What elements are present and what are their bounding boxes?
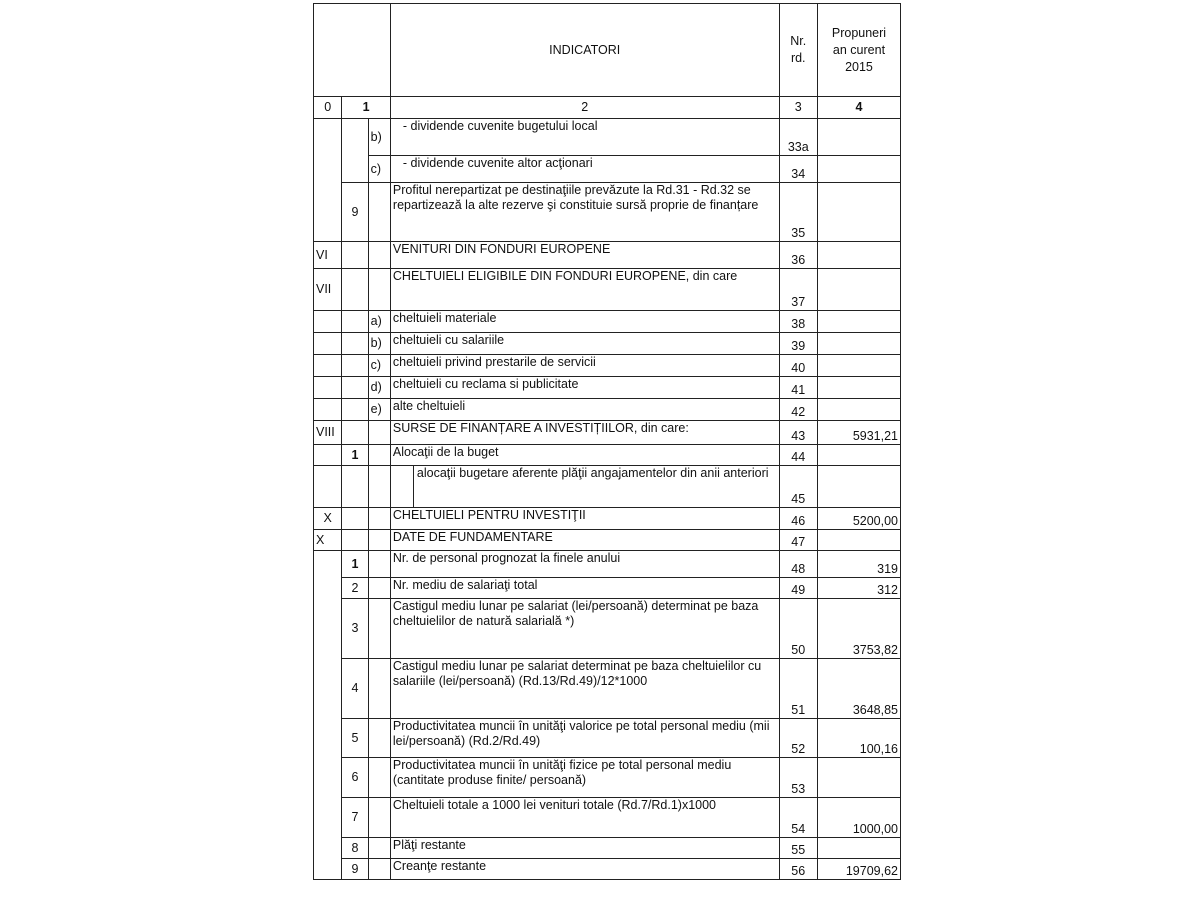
indicator-text: Cheltuieli totale a 1000 lei venituri totale (Rd.7/Rd.1)x1000 bbox=[390, 798, 779, 838]
row-value bbox=[817, 355, 900, 377]
header-indicatori: INDICATORI bbox=[390, 4, 779, 97]
letter-cell: a) bbox=[368, 311, 390, 333]
row-value bbox=[817, 311, 900, 333]
letter-cell bbox=[368, 530, 390, 551]
roman-cell: VI bbox=[314, 242, 342, 269]
row-number: 47 bbox=[779, 530, 817, 551]
row-number: 40 bbox=[779, 355, 817, 377]
num-cell bbox=[342, 119, 368, 183]
row-value bbox=[817, 445, 900, 466]
table-row bbox=[314, 183, 901, 242]
letter-cell bbox=[368, 578, 390, 599]
row-value: 3753,82 bbox=[817, 599, 900, 659]
num-cell bbox=[342, 421, 368, 445]
table-row bbox=[314, 242, 901, 269]
roman-cell: VII bbox=[314, 269, 342, 311]
row-value bbox=[817, 269, 900, 311]
row-number: 37 bbox=[779, 269, 817, 311]
indicator-text: Castigul mediu lunar pe salariat determinat pe baza cheltuielilor cu salariile (lei/persoană) (Rd.13/Rd.49)/12*1000 bbox=[390, 659, 779, 719]
row-number: 42 bbox=[779, 399, 817, 421]
table-row bbox=[314, 758, 901, 798]
indicator-text: Plăţi restante bbox=[390, 838, 779, 859]
table-row bbox=[314, 659, 901, 719]
indicator-text: Creanţe restante bbox=[390, 859, 779, 880]
num-cell bbox=[342, 333, 368, 355]
row-number: 54 bbox=[779, 798, 817, 838]
row-value bbox=[817, 758, 900, 798]
row-number: 45 bbox=[779, 466, 817, 508]
index-row bbox=[314, 97, 901, 119]
letter-cell bbox=[368, 758, 390, 798]
row-number: 55 bbox=[779, 838, 817, 859]
letter-cell bbox=[368, 599, 390, 659]
row-number: 35 bbox=[779, 183, 817, 242]
table-row bbox=[314, 399, 901, 421]
table-row bbox=[314, 551, 901, 578]
index-cell: 1 bbox=[342, 97, 391, 119]
indicator-text: Castigul mediu lunar pe salariat (lei/persoană) determinat pe baza cheltuielilor de natură salarială *) bbox=[390, 599, 779, 659]
indicator-text: - dividende cuvenite bugetului local bbox=[390, 119, 779, 156]
indent-box bbox=[391, 466, 779, 507]
roman-cell bbox=[314, 466, 342, 508]
letter-cell bbox=[368, 242, 390, 269]
letter-cell: b) bbox=[368, 119, 390, 156]
header-row bbox=[314, 4, 901, 97]
row-value bbox=[817, 333, 900, 355]
letter-cell bbox=[368, 269, 390, 311]
indicator-text: Nr. mediu de salariaţi total bbox=[390, 578, 779, 599]
row-number: 50 bbox=[779, 599, 817, 659]
num-cell bbox=[342, 355, 368, 377]
table-row bbox=[314, 445, 901, 466]
table-row bbox=[314, 421, 901, 445]
indicator-text: DATE DE FUNDAMENTARE bbox=[390, 530, 779, 551]
row-value: 5200,00 bbox=[817, 508, 900, 530]
header-blank-cell bbox=[314, 4, 391, 97]
num-cell: 2 bbox=[342, 578, 368, 599]
row-number: 39 bbox=[779, 333, 817, 355]
table-row bbox=[314, 311, 901, 333]
letter-cell bbox=[368, 859, 390, 880]
row-value bbox=[817, 156, 900, 183]
index-cell: 2 bbox=[390, 97, 779, 119]
header-propuneri: Propuneri an curent 2015 bbox=[817, 4, 900, 97]
letter-cell: c) bbox=[368, 355, 390, 377]
indicator-text: - dividende cuvenite altor acţionari bbox=[390, 156, 779, 183]
roman-cell bbox=[314, 551, 342, 880]
indicator-text: cheltuieli materiale bbox=[390, 311, 779, 333]
row-value bbox=[817, 242, 900, 269]
num-cell bbox=[342, 242, 368, 269]
roman-cell bbox=[314, 445, 342, 466]
row-value: 312 bbox=[817, 578, 900, 599]
row-value: 100,16 bbox=[817, 719, 900, 758]
num-cell bbox=[342, 311, 368, 333]
roman-cell: X bbox=[314, 508, 342, 530]
letter-cell bbox=[368, 798, 390, 838]
num-cell: 8 bbox=[342, 838, 368, 859]
table-row bbox=[314, 578, 901, 599]
row-number: 56 bbox=[779, 859, 817, 880]
row-value bbox=[817, 377, 900, 399]
num-cell bbox=[342, 508, 368, 530]
row-value bbox=[817, 530, 900, 551]
indicator-text: CHELTUIELI PENTRU INVESTIŢII bbox=[390, 508, 779, 530]
row-number: 34 bbox=[779, 156, 817, 183]
letter-cell bbox=[368, 508, 390, 530]
indent-gap bbox=[390, 466, 414, 507]
roman-cell: VIII bbox=[314, 421, 342, 445]
letter-cell bbox=[368, 183, 390, 242]
num-cell: 6 bbox=[342, 758, 368, 798]
letter-cell bbox=[368, 421, 390, 445]
row-value bbox=[817, 466, 900, 508]
row-value bbox=[817, 838, 900, 859]
indicator-text: cheltuieli cu salariile bbox=[390, 333, 779, 355]
row-number: 46 bbox=[779, 508, 817, 530]
row-value bbox=[817, 119, 900, 156]
num-cell bbox=[342, 530, 368, 551]
table-row bbox=[314, 508, 901, 530]
indicator-text: cheltuieli cu reclama si publicitate bbox=[390, 377, 779, 399]
indicator-text: Profitul nerepartizat pe destinaţiile prevăzute la Rd.31 - Rd.32 se repartizează la alte rezerve şi constituie sursă proprie de finanțare bbox=[390, 183, 779, 242]
table-row bbox=[314, 859, 901, 880]
table-row bbox=[314, 466, 901, 508]
num-cell: 5 bbox=[342, 719, 368, 758]
roman-cell bbox=[314, 399, 342, 421]
table-row bbox=[314, 269, 901, 311]
roman-cell bbox=[314, 311, 342, 333]
roman-cell: X bbox=[314, 530, 342, 551]
table-row bbox=[314, 599, 901, 659]
letter-cell bbox=[368, 719, 390, 758]
indicator-text: cheltuieli privind prestarile de servicii bbox=[390, 355, 779, 377]
row-number: 36 bbox=[779, 242, 817, 269]
header-nr-rd: Nr. rd. bbox=[779, 4, 817, 97]
indicator-text: SURSE DE FINANȚARE A INVESTIȚIILOR, din care: bbox=[390, 421, 779, 445]
roman-cell bbox=[314, 119, 342, 242]
row-value: 19709,62 bbox=[817, 859, 900, 880]
table-row bbox=[314, 838, 901, 859]
row-value: 319 bbox=[817, 551, 900, 578]
num-cell: 7 bbox=[342, 798, 368, 838]
num-cell bbox=[342, 377, 368, 399]
index-cell: 0 bbox=[314, 97, 342, 119]
letter-cell: c) bbox=[368, 156, 390, 183]
row-value: 1000,00 bbox=[817, 798, 900, 838]
num-cell: 9 bbox=[342, 183, 368, 242]
num-cell: 3 bbox=[342, 599, 368, 659]
num-cell: 9 bbox=[342, 859, 368, 880]
letter-cell: e) bbox=[368, 399, 390, 421]
index-cell: 3 bbox=[779, 97, 817, 119]
indicator-text: alte cheltuieli bbox=[390, 399, 779, 421]
roman-cell bbox=[314, 333, 342, 355]
indicator-text: CHELTUIELI ELIGIBILE DIN FONDURI EUROPENE, din care bbox=[390, 269, 779, 311]
indicator-sheet bbox=[313, 3, 901, 880]
num-cell bbox=[342, 399, 368, 421]
roman-cell bbox=[314, 377, 342, 399]
row-number: 44 bbox=[779, 445, 817, 466]
num-cell: 1 bbox=[342, 445, 368, 466]
indicator-text: Alocaţii de la buget bbox=[390, 445, 779, 466]
row-value: 5931,21 bbox=[817, 421, 900, 445]
letter-cell bbox=[368, 551, 390, 578]
table-row bbox=[314, 355, 901, 377]
row-number: 41 bbox=[779, 377, 817, 399]
row-number: 49 bbox=[779, 578, 817, 599]
letter-cell bbox=[368, 445, 390, 466]
table-row bbox=[314, 156, 901, 183]
row-number: 52 bbox=[779, 719, 817, 758]
row-number: 48 bbox=[779, 551, 817, 578]
table-row bbox=[314, 119, 901, 156]
indicator-text: VENITURI DIN FONDURI EUROPENE bbox=[390, 242, 779, 269]
row-number: 51 bbox=[779, 659, 817, 719]
letter-cell: d) bbox=[368, 377, 390, 399]
indicator-text: Nr. de personal prognozat la finele anului bbox=[390, 551, 779, 578]
letter-cell: b) bbox=[368, 333, 390, 355]
indicator-text: Productivitatea muncii în unităţi valorice pe total personal mediu (mii lei/persoană) (Rd.2/Rd.49) bbox=[390, 719, 779, 758]
table-row bbox=[314, 530, 901, 551]
table-row bbox=[314, 719, 901, 758]
table-row bbox=[314, 377, 901, 399]
indicator-text: Productivitatea muncii în unităţi fizice pe total personal mediu (cantitate produse finite/ persoană) bbox=[390, 758, 779, 798]
letter-cell bbox=[368, 659, 390, 719]
letter-cell bbox=[368, 466, 390, 508]
table-row bbox=[314, 798, 901, 838]
row-value bbox=[817, 399, 900, 421]
row-value bbox=[817, 183, 900, 242]
row-value: 3648,85 bbox=[817, 659, 900, 719]
row-number: 33a bbox=[779, 119, 817, 156]
row-number: 43 bbox=[779, 421, 817, 445]
indicator-table bbox=[313, 3, 901, 880]
num-cell: 1 bbox=[342, 551, 368, 578]
row-number: 53 bbox=[779, 758, 817, 798]
num-cell: 4 bbox=[342, 659, 368, 719]
table-row bbox=[314, 333, 901, 355]
num-cell bbox=[342, 466, 368, 508]
num-cell bbox=[342, 269, 368, 311]
indicator-text-cell bbox=[390, 466, 779, 508]
indicator-text: alocaţii bugetare aferente plăţii angajamentelor din anii anteriori bbox=[416, 466, 769, 480]
index-cell: 4 bbox=[817, 97, 900, 119]
roman-cell bbox=[314, 355, 342, 377]
letter-cell bbox=[368, 838, 390, 859]
row-number: 38 bbox=[779, 311, 817, 333]
